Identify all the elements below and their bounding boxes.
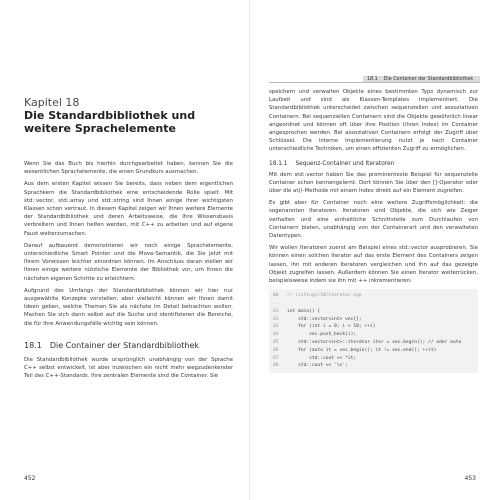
- code-line-number: 07: [273, 355, 279, 361]
- section-title: Die Container der Standardbibliothek: [49, 340, 200, 350]
- code-line-text: std::cout << '\n';: [287, 363, 348, 369]
- paragraph: Wenn Sie das Buch bis hierhin durchgearbeitet haben, kennen Sie die wesentlichen Sprachelemente, die einen Grundkurs ausmachen.: [24, 161, 233, 176]
- paragraph: Aus dem ersten Kapitel wissen Sie bereits, dass neben dem eigentlichen Sprachkern die Standardbibliothek eine entscheidende Rolle spielt. Mit std::vector, std::array und std::string sind Ihnen einige ihrer wichtigsten Klassen schon vertraut. In diesem Kapitel zeigen wir Ihnen weitere Elemente der Standardbibliothek und deren Arbeitsweise, die Ihre Wissensbasis verbreitern und Ihnen helfen werden, mit C++ zu arbeiten und auf eigene Faust weiterzumachen.: [24, 181, 233, 237]
- code-line-number: 00: [273, 293, 279, 299]
- section-number: 18.1: [24, 340, 42, 350]
- code-line-text: std::cout << *it;: [287, 355, 357, 361]
- running-head-rule: [269, 82, 480, 83]
- code-line-text: std::vector<int>::iterator iter = vec.begin(); // oder auto: [287, 340, 462, 346]
- paragraph: Darauf aufbauend demonstrieren wir noch einige Sprachelemente, unterschiedliche Smart Pointer und die Move-Semantik, die Sie jetzt mit Ihrem Vorwissen leichter einordnen können. Im Anschluss daran stellen wir Ihnen einige weitere nützliche Elemente der Bibliothek vor, um Ihnen die nächsten eigenen Schritte zu erleichtern.: [24, 242, 233, 282]
- chapter-title-line-2: weitere Sprachelemente: [24, 122, 176, 135]
- subsection-title: Sequenz-Container und Iteratoren: [295, 160, 395, 167]
- page-number-left: 452: [24, 475, 36, 482]
- code-line: [273, 339, 474, 347]
- subsection-heading: [269, 161, 478, 167]
- chapter-heading: [24, 96, 233, 135]
- paragraph: Aufgrund des Umfangs der Standardbibliothek können wir hier nur ausgewählte Konzepte vorstellen, aber vielleicht können wir Ihnen damit Ideen geben, welche Themen Sie als nächste im Detail betrachten wollen. Machen Sie sich dann selbst auf die Suche und identifizieren die Bereiche, die für Ihre Anwendungsfälle wichtig sein können.: [24, 287, 233, 327]
- code-line-text: int main() {: [287, 308, 321, 314]
- chapter-title-line-1: Die Standardbibliothek und: [24, 109, 196, 122]
- chapter-label: Kapitel 18: [24, 96, 80, 109]
- paragraph: Es gibt aber für Container noch eine weitere Zugriffsmöglichkeit: die sogenannten Iteratoren. Iteratoren sind Objekte, die sich wie Zeiger verhalten und eine einheitliche Schnittstelle zum Durchlaufen von Containern bieten, unabhängig von der Containerart und den verwalteten Datentypen.: [269, 200, 478, 240]
- code-line-number: 04: [273, 332, 279, 338]
- code-line-number: 05: [273, 340, 279, 346]
- paragraph: speichern und verwalten Objekte eines bestimmten Typs dynamisch zur Laufzeit und sind als Klassen-Templates implementiert. Die Standardbibliothek unterscheidet zwischen sequenziellen und assoziativen Containern. Bei sequenziellen Containern sind die Objekte gewöhnlich linear angeordnet und können oft über ihre Position (ihren Index) im Container angesprochen werden. Bei assoziativen Containern erfolgt der Zugriff über Schlüssel. Die interne Implementierung nutzt je nach Container unterschiedliche Techniken, um einen effizienten Zugriff zu ermöglichen.: [269, 89, 478, 153]
- code-line-text: for (auto it = vec.begin(); it != vec.end(); ++it): [287, 347, 437, 353]
- code-line-text: for (int i = 0; i < 10; ++i): [287, 324, 376, 330]
- left-page-body: [24, 160, 233, 384]
- code-line-number: 02: [273, 316, 279, 322]
- code-line-number: 08: [273, 363, 279, 369]
- code-line-text: vec.push_back(i);: [287, 332, 357, 338]
- code-line-text: std::vector<int> vec{};: [287, 316, 362, 322]
- right-page-body: [269, 88, 478, 373]
- code-line: [273, 355, 474, 363]
- paragraph: Wir wollen Iteratoren zuerst am Beispiel eines std::vector ausprobieren. Sie können einen solchen Iterator auf das erste Element des Containers zeigen lassen, ihn mit anderen Iteratoren vergleichen und ihn auf das gezeigte Objekt zugreifen lassen. Außerdem können Sie einen Iterator weiterrücken, beispielsweise indem sie ihn mit ++ inkrementieren:: [269, 245, 478, 285]
- code-line: [273, 316, 474, 324]
- code-line-number: 03: [273, 324, 279, 330]
- page-number-right: 453: [464, 475, 476, 482]
- code-line: [273, 308, 474, 316]
- code-line: [273, 362, 474, 370]
- code-listing: [269, 289, 478, 373]
- subsection-number: 18.1.1: [269, 160, 288, 167]
- paragraph: Die Standardbibliothek wurde ursprünglich unabhängig von der Sprache C++ selbst entwickelt, ist aber inzwischen ein nicht mehr wegzudenkender Teil des C++-Standards. Ihre zentralen Elemente sind die Container. Sie: [24, 356, 233, 380]
- code-line-text: // listings/18/iterator.cpp: [287, 293, 362, 299]
- running-head-title: Die Container der Standardbibliothek: [383, 77, 474, 82]
- section-heading: [24, 341, 233, 350]
- paragraph: Mit dem std::vector haben Sie das prominenteste Beispiel für sequenzielle Container schon kennengelernt. Dort können Sie über den []-Operator oder über die at()-Methode mit einem Index direkt auf ein Element zugreifen.: [269, 171, 478, 195]
- code-line: [273, 347, 474, 355]
- code-line-number: ...: [273, 301, 282, 307]
- code-line-number: 01: [273, 308, 279, 314]
- code-line-number: 06: [273, 347, 279, 353]
- code-line: [273, 331, 474, 339]
- running-head-number: 18.1: [367, 77, 378, 82]
- code-line: [273, 292, 474, 300]
- code-line: [273, 323, 474, 331]
- code-line: [273, 300, 474, 308]
